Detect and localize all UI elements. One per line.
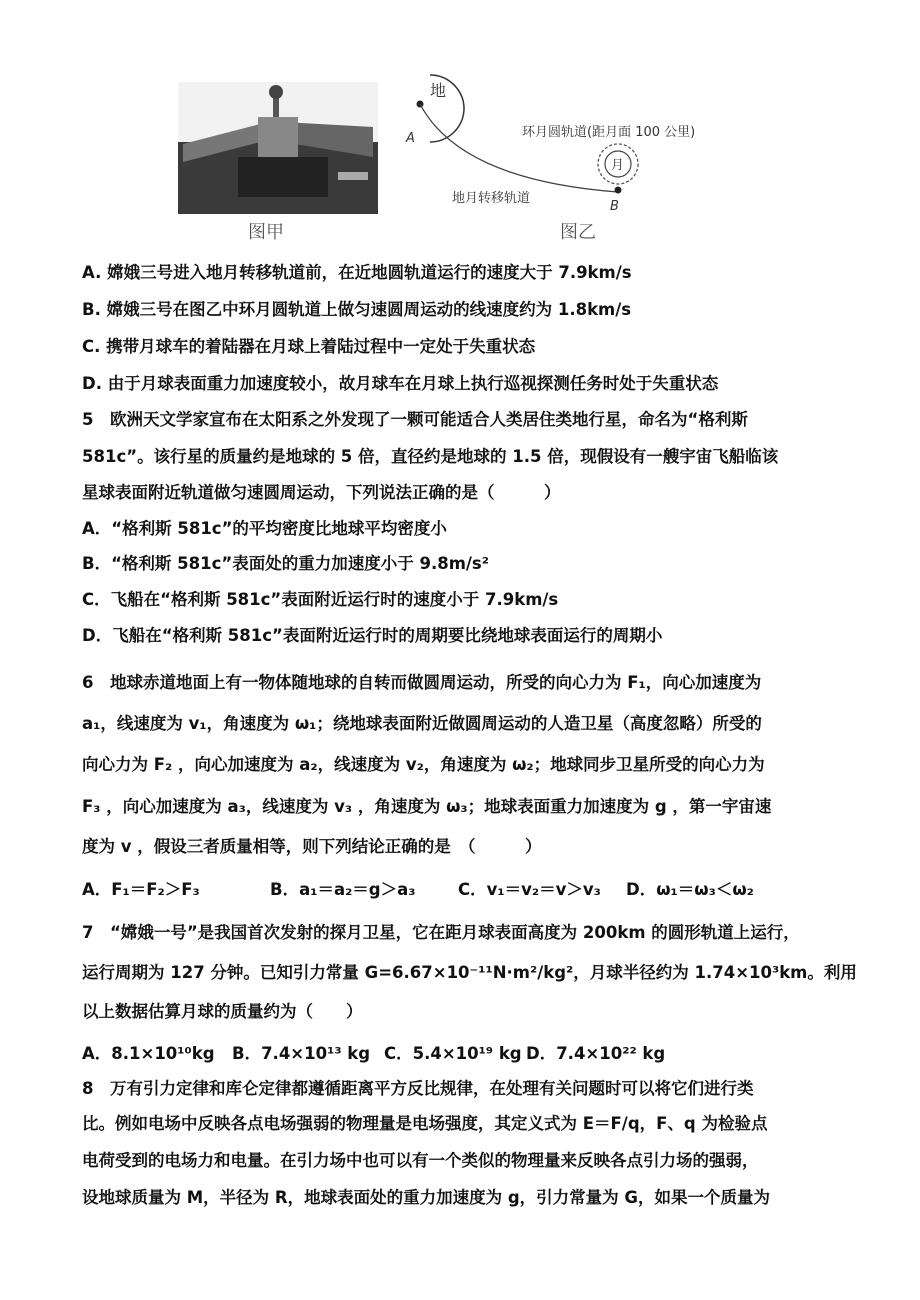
q5-option-a: A．“格利斯 581c”的平均密度比地球平均密度小 — [82, 519, 447, 538]
q8-stem-line-2: 比。例如电场中反映各点电场强弱的物理量是电场强度，其定义式为 E＝F/q，F、q 为检验点 — [82, 1114, 768, 1133]
transfer-orbit-path — [420, 104, 618, 192]
q5-stem-line-1: 5 欧洲天文学家宣布在太阳系之外发现了一颗可能适合人类居住类地行星，命名为“格利斯 — [82, 410, 748, 429]
q7-stem-line-1: 7 “嫦娥一号”是我国首次发射的探月卫星，它在距月球表面高度为 200km 的圆形轨道上运行， — [82, 923, 800, 942]
q7-options-row — [82, 1043, 665, 1065]
q7-option-b: B．7.4×10¹³ kg — [232, 1044, 371, 1063]
q6-option-b: B．a₁＝a₂＝g＞a₃ — [270, 880, 416, 899]
point-b-label: B — [610, 199, 619, 214]
lander-photo — [178, 82, 378, 214]
point-a-label: A — [406, 131, 415, 146]
orbit-diagram — [400, 70, 780, 240]
q6-stem-line-4: F₃ ，向心加速度为 a₃，线速度为 v₃ ，角速度为 ω₃；地球表面重力加速度为 g ，第一宇宙速 — [82, 797, 772, 816]
q6-option-d: D．ω₁＝ω₃＜ω₂ — [626, 880, 754, 899]
q6-stem-line-3: 向心力为 F₂ ，向心加速度为 a₂，线速度为 v₂，角速度为 ω₂；地球同步卫星所受的向心力为 — [82, 755, 765, 774]
q6-options-row — [82, 879, 754, 901]
q7-stem-line-3: 以上数据估算月球的质量约为（ ） — [82, 1002, 363, 1021]
q7-option-c: C．5.4×10¹⁹ kg — [384, 1044, 522, 1063]
q5-option-c: C．飞船在“格利斯 581c”表面附近运行时的速度小于 7.9km/s — [82, 590, 559, 609]
q5-option-d: D．飞船在“格利斯 581c”表面附近运行时的周期要比绕地球表面运行的周期小 — [82, 626, 663, 645]
q6-stem-line-5: 度为 v ，假设三者质量相等，则下列结论正确的是 （ ） — [82, 837, 542, 856]
q8-stem-line-1: 8 万有引力定律和库仑定律都遵循距离平方反比规律，在处理有关问题时可以将它们进行类 — [82, 1079, 754, 1098]
moon-label: 月 — [611, 158, 625, 173]
point-b-dot — [615, 187, 622, 194]
q5-stem-line-3: 星球表面附近轨道做匀速圆周运动，下列说法正确的是（ ） — [82, 483, 561, 502]
q7-option-d: D．7.4×10²² kg — [526, 1044, 666, 1063]
figure-a-caption: 图甲 — [248, 222, 284, 243]
earth-label: 地 — [430, 81, 447, 100]
q4-option-a: A. 嫦娥三号进入地月转移轨道前，在近地圆轨道运行的速度大于 7.9km/s — [82, 263, 632, 282]
transfer-label: 地月转移轨道 — [452, 191, 531, 206]
q8-stem-line-3: 电荷受到的电场力和电量。在引力场中也可以有一个类似的物理量来反映各点引力场的强弱， — [82, 1151, 759, 1170]
q7-option-a: A．8.1×10¹⁰kg — [82, 1044, 215, 1063]
q6-option-c: C．v₁＝v₂＝v＞v₃ — [458, 880, 601, 899]
q6-stem-line-1: 6 地球赤道地面上有一物体随地球的自转而做圆周运动，所受的向心力为 F₁，向心加速度为 — [82, 673, 762, 692]
q4-option-c: C. 携带月球车的着陆器在月球上着陆过程中一定处于失重状态 — [82, 337, 536, 356]
figure-b-caption: 图乙 — [560, 222, 596, 243]
q7-stem-line-2: 运行周期为 127 分钟。已知引力常量 G=6.67×10⁻¹¹N·m²/kg²，月球半径约为 1.74×10³km。利用 — [82, 963, 857, 982]
q6-stem-line-2: a₁，线速度为 v₁，角速度为 ω₁；绕地球表面附近做圆周运动的人造卫星（高度忽略）所受的 — [82, 714, 762, 733]
q5-stem-line-2: 581c”。该行星的质量约是地球的 5 倍，直径约是地球的 1.5 倍，现假设有一艘宇宙飞船临该 — [82, 447, 779, 466]
q8-stem-line-4: 设地球质量为 M，半径为 R，地球表面处的重力加速度为 g，引力常量为 G，如果一个质量为 — [82, 1188, 770, 1207]
q5-option-b: B．“格利斯 581c”表面处的重力加速度小于 9.8m/s² — [82, 554, 489, 573]
orbit-label: 环月圆轨道(距月面 100 公里) — [522, 125, 696, 140]
q6-option-a: A．F₁＝F₂＞F₃ — [82, 880, 200, 899]
q4-option-b: B. 嫦娥三号在图乙中环月圆轨道上做匀速圆周运动的线速度约为 1.8km/s — [82, 300, 632, 319]
q4-option-d: D. 由于月球表面重力加速度较小，故月球车在月球上执行巡视探测任务时处于失重状态 — [82, 374, 719, 393]
